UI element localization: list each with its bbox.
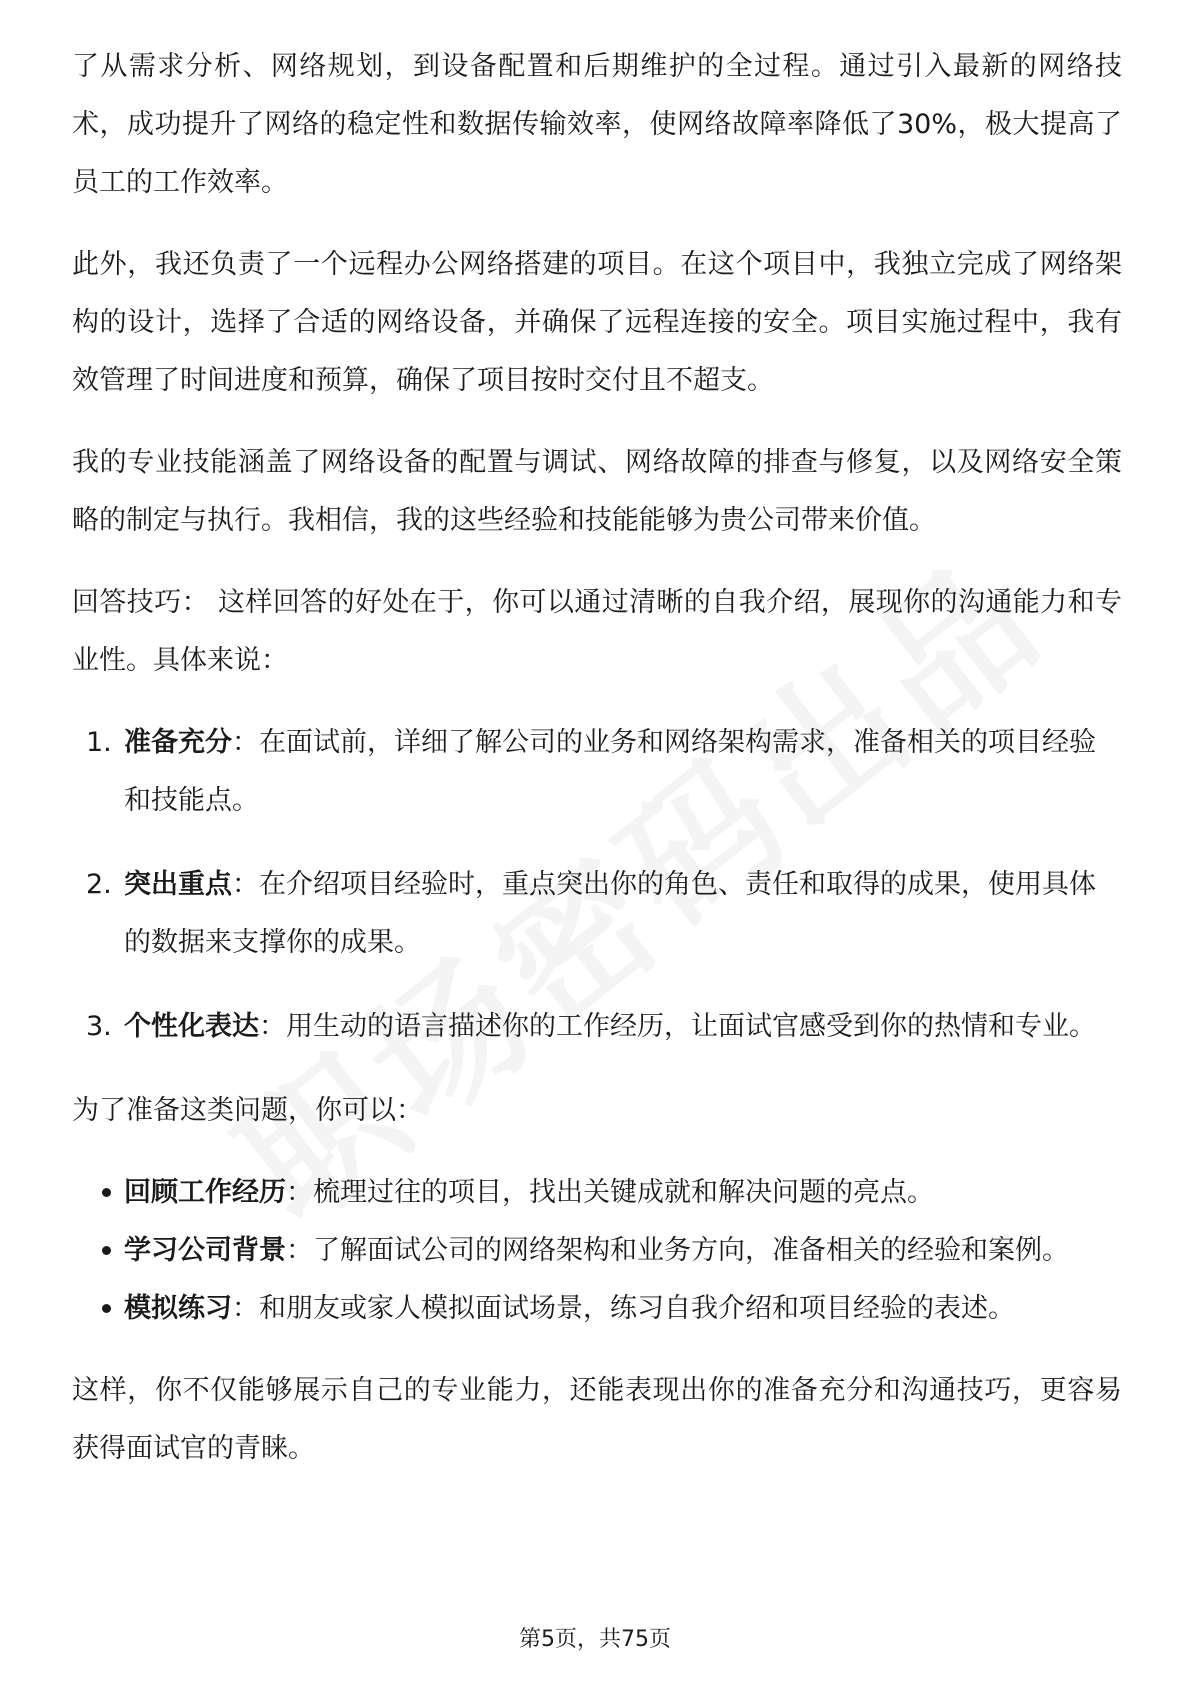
list-term: 准备充分 [124,727,232,758]
list-term: 模拟练习 [124,1293,232,1324]
list-item [72,714,1122,830]
prep-intro: 为了准备这类问题，你可以： [72,1095,423,1126]
list-item [72,1222,1122,1280]
paragraph-1: 了从需求分析、网络规划，到设备配置和后期维护的全过程。通过引入最新的网络技术，成功提升了网络的稳定性和数据传输效率，使网络故障率降低了30%，极大提高了员工的工作效率。 [72,51,1122,198]
tips-list [72,714,1122,1056]
page-footer: 第5页，共75页 [519,1627,671,1652]
document-body [72,38,1122,1502]
list-term: 个性化表达 [124,1011,259,1042]
bullet-icon [102,1304,111,1313]
list-text: ：在介绍项目经验时，重点突出你的角色、责任和取得的成果，使用具体的数据来支撑你的成果。 [124,869,1096,958]
list-text: ：和朋友或家人模拟面试场景，练习自我介绍和项目经验的表述。 [232,1293,1015,1324]
list-term: 回顾工作经历 [124,1177,286,1208]
list-text: ：梳理过往的项目，找出关键成就和解决问题的亮点。 [286,1177,934,1208]
list-number: 1. [86,727,112,758]
bullet-icon [102,1246,111,1255]
list-text: ：用生动的语言描述你的工作经历，让面试官感受到你的热情和专业。 [259,1011,1096,1042]
list-item [72,1280,1122,1338]
answer-tips-paragraph: 回答技巧： 这样回答的好处在于，你可以通过清晰的自我介绍，展现你的沟通能力和专业性。具体来说： [72,587,1122,676]
list-term: 学习公司背景 [124,1235,286,1266]
paragraph-2: 此外，我还负责了一个远程办公网络搭建的项目。在这个项目中，我独立完成了网络架构的设计，选择了合适的网络设备，并确保了远程连接的安全。项目实施过程中，我有效管理了时间进度和预算，确保了项目按时交付且不超支。 [72,249,1122,396]
list-item [72,856,1122,972]
bullet-icon [102,1188,111,1197]
list-item [72,998,1122,1056]
prep-list [72,1164,1122,1338]
paragraph-3: 我的专业技能涵盖了网络设备的配置与调试、网络故障的排查与修复，以及网络安全策略的制定与执行。我相信，我的这些经验和技能能够为贵公司带来价值。 [72,447,1122,536]
conclusion-paragraph: 这样，你不仅能够展示自己的专业能力，还能表现出你的准备充分和沟通技巧，更容易获得面试官的青睐。 [72,1375,1122,1464]
list-number: 2. [86,869,112,900]
list-term: 突出重点 [124,869,232,900]
list-text: ：了解面试公司的网络架构和业务方向，准备相关的经验和案例。 [286,1235,1069,1266]
list-number: 3. [86,1011,112,1042]
list-item [72,1164,1122,1222]
list-text: ：在面试前，详细了解公司的业务和网络架构需求，准备相关的项目经验和技能点。 [124,727,1096,816]
